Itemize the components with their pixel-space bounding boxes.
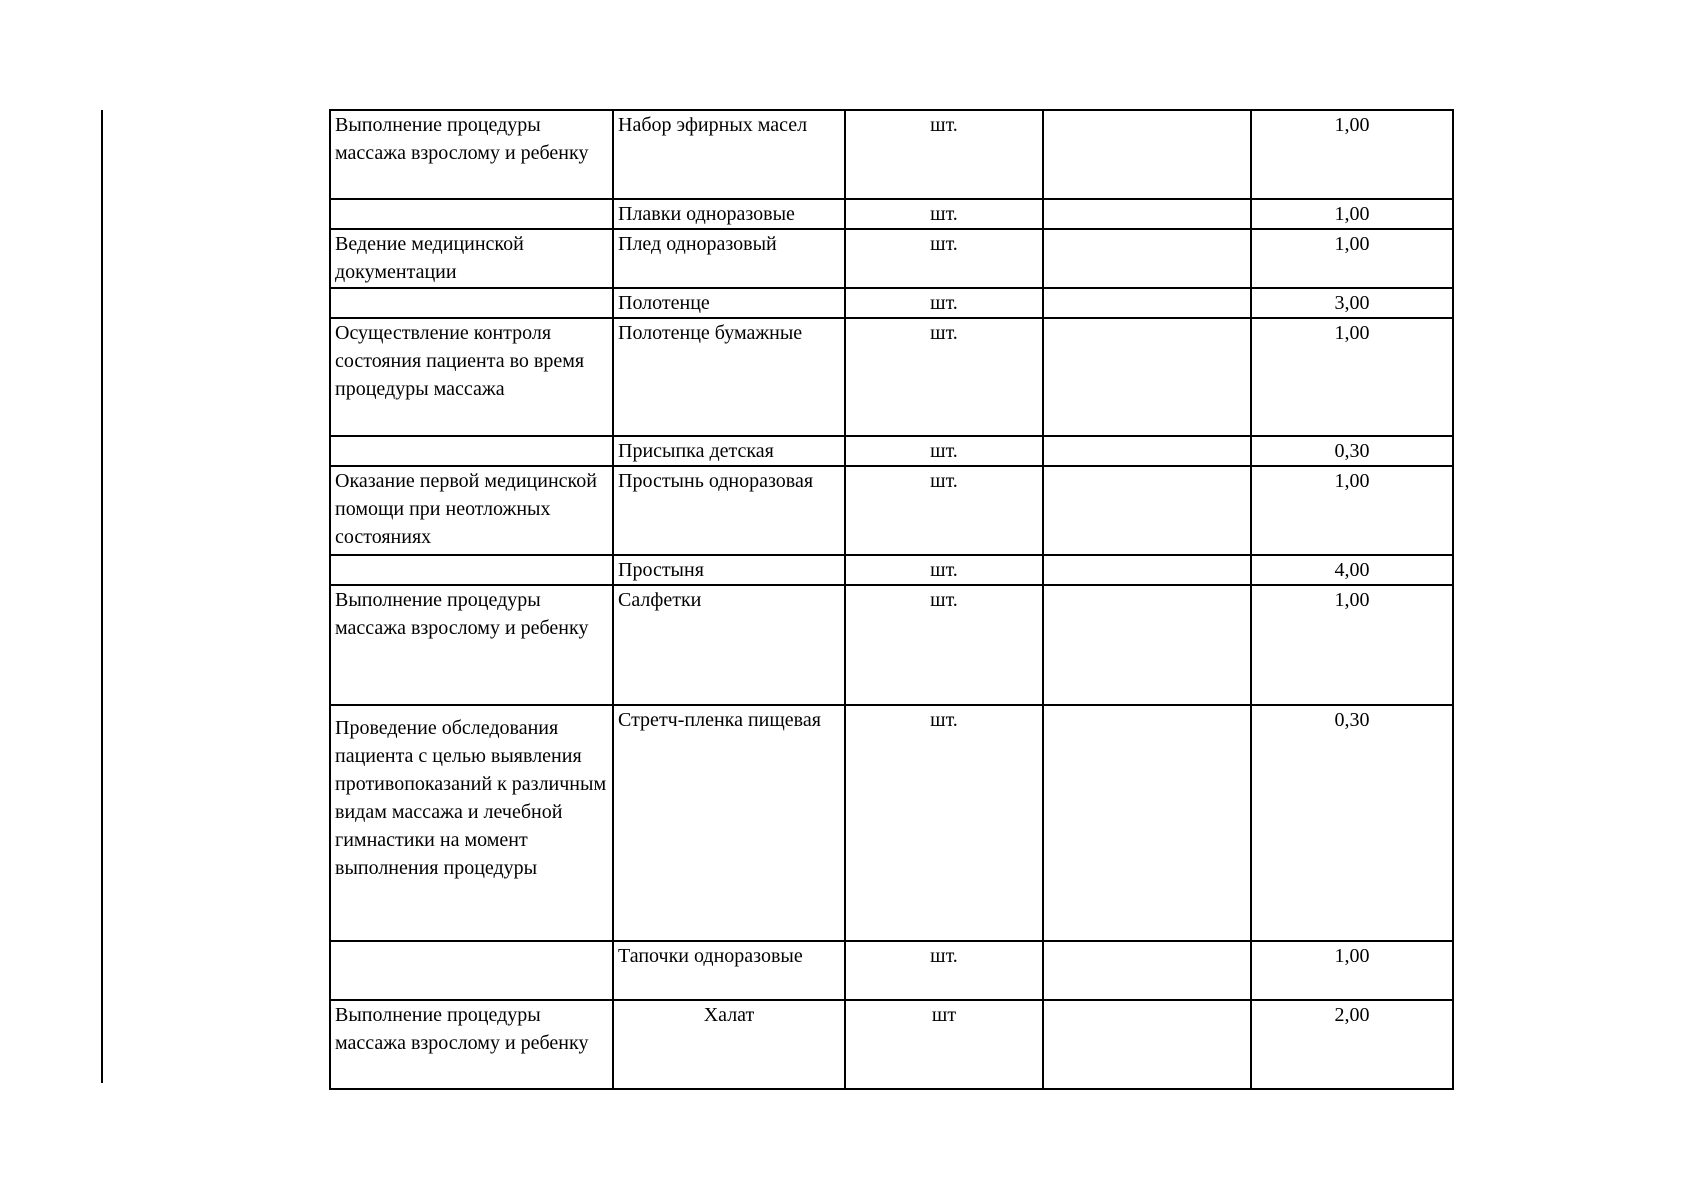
empty-cell	[1043, 318, 1251, 436]
table-row	[330, 288, 1453, 318]
procedure-cell: Оказание первой медицинской помощи при неотложных состояниях	[330, 466, 613, 555]
item-cell: Простыня	[613, 555, 845, 585]
quantity-cell: 1,00	[1251, 941, 1453, 1000]
table-row	[330, 318, 1453, 436]
unit-cell: шт.	[845, 436, 1043, 466]
item-cell: Простынь одноразовая	[613, 466, 845, 555]
empty-cell	[1043, 466, 1251, 555]
quantity-cell: 1,00	[1251, 199, 1453, 229]
procedure-cell: Выполнение процедуры массажа взрослому и ребенку	[330, 1000, 613, 1089]
unit-cell: шт.	[845, 705, 1043, 941]
unit-cell: шт.	[845, 229, 1043, 288]
unit-cell: шт.	[845, 466, 1043, 555]
unit-cell: шт.	[845, 585, 1043, 705]
quantity-cell: 1,00	[1251, 466, 1453, 555]
unit-cell: шт.	[845, 318, 1043, 436]
procedure-cell: Выполнение процедуры массажа взрослому и ребенку	[330, 110, 613, 199]
procedure-cell	[330, 199, 613, 229]
item-cell: Плед одноразовый	[613, 229, 845, 288]
left-margin-line	[101, 110, 103, 1083]
unit-cell: шт.	[845, 199, 1043, 229]
quantity-cell: 1,00	[1251, 318, 1453, 436]
item-cell: Полотенце бумажные	[613, 318, 845, 436]
quantity-cell: 2,00	[1251, 1000, 1453, 1089]
item-cell: Полотенце	[613, 288, 845, 318]
procedure-cell	[330, 288, 613, 318]
item-cell: Плавки одноразовые	[613, 199, 845, 229]
empty-cell	[1043, 555, 1251, 585]
procedure-cell: Ведение медицинской документации	[330, 229, 613, 288]
empty-cell	[1043, 585, 1251, 705]
quantity-cell: 1,00	[1251, 110, 1453, 199]
procedure-cell	[330, 555, 613, 585]
quantity-cell: 3,00	[1251, 288, 1453, 318]
table-row	[330, 466, 1453, 555]
quantity-cell: 1,00	[1251, 585, 1453, 705]
table-row	[330, 199, 1453, 229]
empty-cell	[1043, 705, 1251, 941]
table-row	[330, 110, 1453, 199]
item-cell: Стретч-пленка пищевая	[613, 705, 845, 941]
item-cell: Тапочки одноразовые	[613, 941, 845, 1000]
procedure-cell: Проведение обследования пациента с целью выявления противопоказаний к различным видам массажа и лечебной гимнастики на момент выполнения процедуры	[330, 705, 613, 941]
table-row	[330, 229, 1453, 288]
unit-cell: шт.	[845, 288, 1043, 318]
item-cell: Халат	[613, 1000, 845, 1089]
empty-cell	[1043, 288, 1251, 318]
unit-cell: шт.	[845, 941, 1043, 1000]
consumables-table	[329, 109, 1454, 1090]
table-row	[330, 585, 1453, 705]
table-row	[330, 1000, 1453, 1089]
procedure-cell	[330, 436, 613, 466]
unit-cell: шт.	[845, 110, 1043, 199]
empty-cell	[1043, 1000, 1251, 1089]
item-cell: Присыпка детская	[613, 436, 845, 466]
quantity-cell: 0,30	[1251, 436, 1453, 466]
table-row	[330, 436, 1453, 466]
quantity-cell: 0,30	[1251, 705, 1453, 941]
item-cell: Набор эфирных масел	[613, 110, 845, 199]
empty-cell	[1043, 436, 1251, 466]
empty-cell	[1043, 110, 1251, 199]
item-cell: Салфетки	[613, 585, 845, 705]
table-row	[330, 555, 1453, 585]
unit-cell: шт.	[845, 555, 1043, 585]
procedure-cell: Осуществление контроля состояния пациента во время процедуры массажа	[330, 318, 613, 436]
table-row	[330, 705, 1453, 941]
empty-cell	[1043, 199, 1251, 229]
procedure-cell	[330, 941, 613, 1000]
quantity-cell: 1,00	[1251, 229, 1453, 288]
unit-cell: шт	[845, 1000, 1043, 1089]
empty-cell	[1043, 941, 1251, 1000]
empty-cell	[1043, 229, 1251, 288]
quantity-cell: 4,00	[1251, 555, 1453, 585]
table-row	[330, 941, 1453, 1000]
procedure-cell: Выполнение процедуры массажа взрослому и ребенку	[330, 585, 613, 705]
